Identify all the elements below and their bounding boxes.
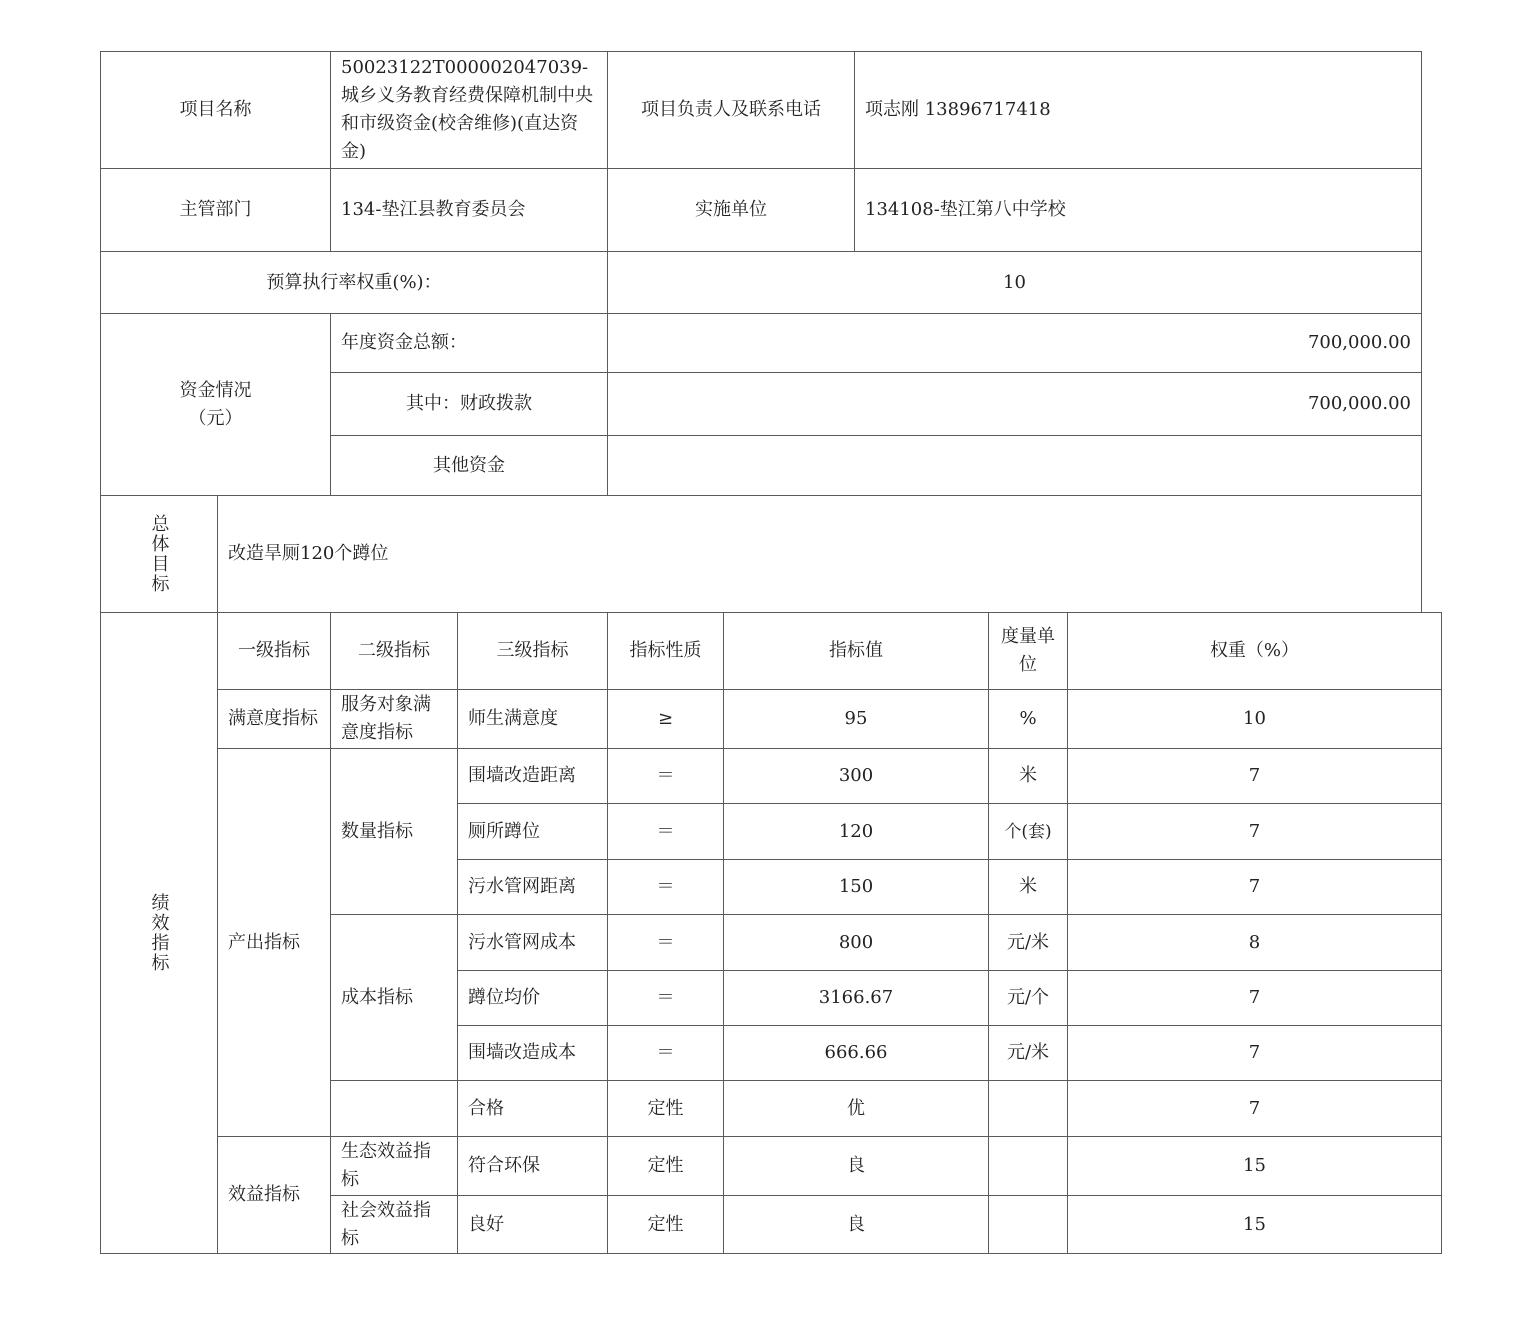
column-header: 一级指标: [238, 640, 310, 661]
grid-line: [1421, 51, 1422, 613]
level1-cell: 满意度指标: [228, 708, 318, 729]
column-header: 度量单位: [1001, 626, 1055, 675]
unit-cell: 元/米: [1006, 931, 1050, 953]
value-cell: 800: [838, 931, 874, 953]
column-header: 指标值: [829, 640, 883, 661]
nature-cell: ＝: [656, 1042, 675, 1063]
level3-cell: 蹲位均价: [468, 987, 540, 1008]
dept-value: 134-垫江县教育委员会: [341, 199, 526, 220]
funds-label-line2: （元）: [188, 407, 243, 429]
project-manager-label: 项目负责人及联系电话: [641, 99, 821, 120]
level3-cell: 师生满意度: [468, 708, 558, 729]
level2-cell: 成本指标: [341, 986, 413, 1008]
weight-cell: 7: [1248, 1042, 1261, 1063]
column-header: 权重（%）: [1209, 640, 1300, 661]
project-manager-value: 项志刚 13896717418: [865, 99, 1051, 120]
level1-cell: 产出指标: [228, 931, 300, 953]
weight-cell: 7: [1248, 876, 1261, 897]
funds-fiscal-value: 700,000.00: [1307, 393, 1411, 414]
nature-cell: ≥: [657, 708, 674, 729]
level3-cell: 符合环保: [468, 1155, 540, 1176]
grid-line: [1441, 612, 1442, 1254]
weight-cell: 8: [1248, 931, 1261, 953]
weight-cell: 7: [1248, 820, 1261, 842]
level3-cell: 合格: [468, 1097, 504, 1119]
weight-cell: 7: [1248, 765, 1261, 786]
budget-rate-value: 10: [1003, 271, 1026, 293]
value-cell: 150: [838, 876, 874, 897]
nature-cell: ＝: [656, 931, 675, 953]
unit-cell: [989, 1081, 1067, 1136]
grid-line: [100, 1253, 1442, 1254]
unit-cell: %: [1019, 708, 1037, 729]
unit-cell: [989, 1196, 1067, 1253]
level2-cell: 生态效益指标: [341, 1141, 431, 1190]
column-header: 二级指标: [358, 640, 430, 661]
value-cell: 300: [838, 765, 874, 786]
value-cell: 良: [847, 1213, 865, 1235]
level3-cell: 围墙改造成本: [468, 1042, 576, 1063]
performance-label: 绩效指标: [148, 893, 170, 973]
value-cell: 666.66: [824, 1042, 888, 1063]
unit-cell: 元/个: [1006, 987, 1050, 1008]
level3-cell: 厕所蹲位: [468, 820, 540, 842]
nature-cell: 定性: [647, 1155, 684, 1176]
funds-label-line1: 资金情况: [179, 379, 252, 401]
nature-cell: ＝: [656, 820, 675, 842]
nature-cell: ＝: [656, 765, 675, 786]
funds-total-value: 700,000.00: [1307, 332, 1411, 353]
unit-cell: 个(套): [1004, 821, 1052, 842]
weight-cell: 10: [1243, 708, 1266, 729]
funds-fiscal-label: 其中：财政拨款: [406, 393, 532, 414]
funds-other-value: [608, 436, 1421, 495]
funds-total-label: 年度资金总额：: [341, 332, 467, 353]
level1-cell: 效益指标: [228, 1184, 300, 1205]
value-cell: 良: [847, 1155, 865, 1176]
level3-cell: 污水管网距离: [468, 876, 576, 897]
project-name-label: 项目名称: [179, 99, 252, 120]
funds-label: [101, 314, 330, 495]
nature-cell: 定性: [647, 1213, 684, 1235]
level2-cell: 社会效益指标: [341, 1199, 431, 1249]
goal-label: 总体目标: [148, 514, 170, 594]
level2-cell: 服务对象满意度指标: [341, 694, 431, 743]
column-header: 三级指标: [496, 640, 569, 661]
level3-cell: 良好: [468, 1213, 504, 1235]
level2-cell: 数量指标: [341, 820, 413, 842]
project-name-value: 50023122T000002047039-城乡义务教育经费保障机制中央和市级资金(校舍维修)(直达资金): [341, 57, 593, 162]
level3-cell: 污水管网成本: [468, 931, 576, 953]
unit-cell: 米: [1019, 876, 1037, 897]
weight-cell: 7: [1248, 1097, 1261, 1119]
column-header: 指标性质: [629, 640, 702, 661]
value-cell: 优: [847, 1097, 865, 1119]
value-cell: 95: [844, 708, 868, 729]
nature-cell: 定性: [647, 1097, 684, 1119]
nature-cell: ＝: [656, 987, 675, 1008]
value-cell: 3166.67: [818, 987, 894, 1008]
goal-value: 改造旱厕120个蹲位: [228, 543, 389, 564]
weight-cell: 15: [1243, 1213, 1266, 1235]
level3-cell: 围墙改造距离: [468, 765, 576, 786]
weight-cell: 15: [1243, 1155, 1266, 1176]
budget-rate-label: 预算执行率权重(%)：: [266, 271, 442, 293]
unit-cell: 米: [1019, 765, 1037, 786]
weight-cell: 7: [1248, 987, 1261, 1008]
unit-value: 134108-垫江第八中学校: [865, 199, 1066, 220]
nature-cell: ＝: [656, 876, 675, 897]
unit-label: 实施单位: [695, 199, 767, 220]
dept-label: 主管部门: [179, 199, 252, 220]
value-cell: 120: [838, 820, 874, 842]
unit-cell: [989, 1137, 1067, 1195]
funds-other-label: 其他资金: [433, 454, 505, 476]
unit-cell: 元/米: [1006, 1042, 1050, 1063]
level2-cell: [331, 1081, 457, 1136]
